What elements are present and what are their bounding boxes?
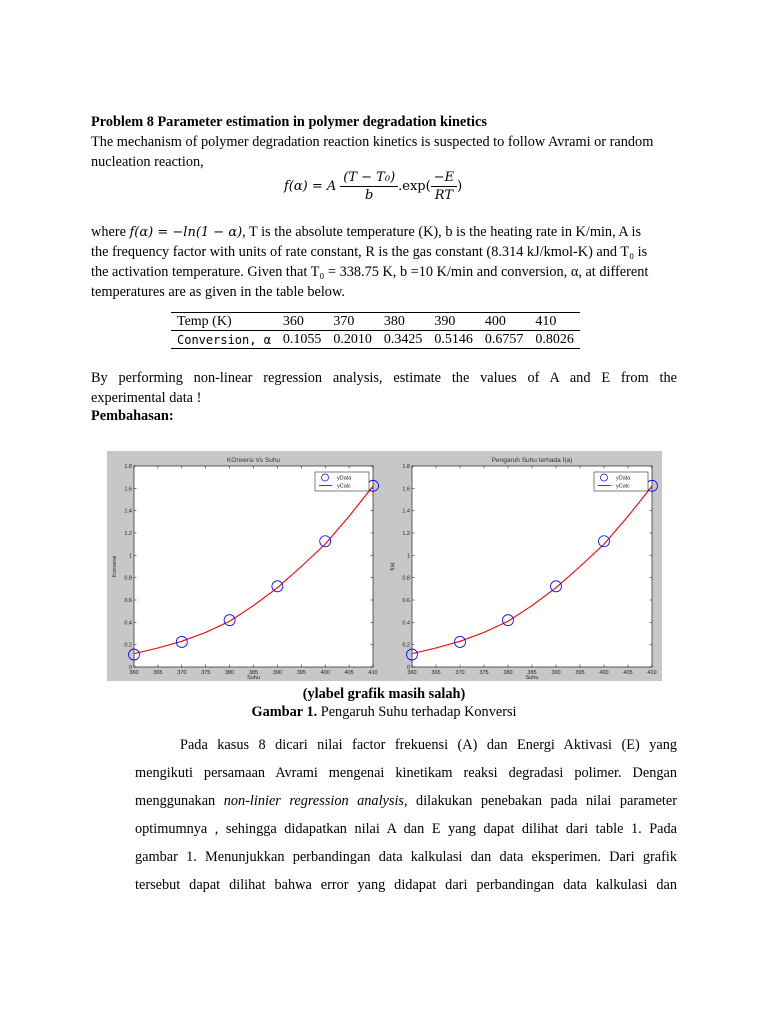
x-tick-label: 370 xyxy=(455,670,465,676)
figure-note: (ylabel grafik masih salah) xyxy=(302,686,466,702)
y-tick-label: 0.2 xyxy=(124,642,132,649)
where-prefix: where xyxy=(91,224,130,240)
legend-ydata-label: yData xyxy=(337,475,352,482)
formula-exp: .exp( xyxy=(398,178,431,194)
formula-lhs: f(α) = A xyxy=(284,178,337,194)
plot-area xyxy=(412,466,652,667)
chart-pengaruh-suhu xyxy=(385,451,662,681)
y-tick-label: 1 xyxy=(128,553,132,560)
discussion-line-6: tersebut dapat dilihat bahwa error yang didapat dari perbandingan data kalkulasi dan xyxy=(135,877,677,893)
pembahasan-heading: Pembahasan: xyxy=(91,408,174,424)
discussion-line-3-suffix: , dilakukan penebakan pada nilai parameter xyxy=(404,793,677,809)
y-tick-label: 1.6 xyxy=(402,486,410,493)
discussion-line-2: mengikuti persamaan Avrami mengenai kinetikam reaksi degradasi polimer. Dengan xyxy=(135,765,677,781)
y-tick-label: 0.6 xyxy=(402,598,410,604)
x-tick-label: 385 xyxy=(527,670,537,676)
table-cell: 410 xyxy=(529,313,580,331)
table-row xyxy=(171,331,580,349)
y-tick-label: 0.2 xyxy=(402,642,410,649)
y-axis-label: Konversi xyxy=(112,555,118,578)
table-cell: 0.5146 xyxy=(428,331,479,349)
x-tick-label: 410 xyxy=(368,670,378,676)
formula-fraction xyxy=(340,169,398,204)
table-cell: 390 xyxy=(428,313,479,331)
intro-line-1: The mechanism of polymer degradation reaction kinetics is suspected to follow Avrami or random xyxy=(91,134,654,150)
discussion-line-3 xyxy=(135,787,677,815)
y-axis-label: f(a) xyxy=(390,562,396,571)
x-axis-label: Suhu xyxy=(247,675,260,681)
discussion-line-1: Pada kasus 8 dicari nilai factor frekuensi (A) dan Energi Aktivasi (E) yang xyxy=(180,737,677,753)
intro-line-2: nucleation reaction, xyxy=(91,154,204,170)
figure-panel xyxy=(107,451,662,681)
x-tick-label: 400 xyxy=(599,670,609,676)
table-cell: 0.3425 xyxy=(378,331,429,349)
figure-caption-label: Gambar 1. xyxy=(251,704,318,720)
y-tick-label: 0 xyxy=(128,665,132,671)
discussion-line-4: optimumnya , sehingga didapatkan nilai A dan E yang dapat dilihat dari table 1. Pada xyxy=(135,821,677,837)
y-tick-label: 1.6 xyxy=(124,486,132,493)
task-line-2: experimental data ! xyxy=(91,390,202,406)
table-cell: 0.1055 xyxy=(277,331,328,349)
y-tick-label: 1.4 xyxy=(124,508,132,515)
where-line-1 xyxy=(91,222,641,243)
x-tick-label: 410 xyxy=(647,670,657,676)
where-line-2: the frequency factor with units of rate constant, R is the gas constant (8.314 kJ/kmol-K) and T₀ is xyxy=(91,244,648,260)
legend-ycalc-label: yCalc xyxy=(616,483,630,490)
x-tick-label: 360 xyxy=(129,670,139,676)
y-tick-label: 1.2 xyxy=(124,531,132,537)
table-cell: 400 xyxy=(479,313,530,331)
task-line-1: By performing non-linear regression analysis, estimate the values of A and E from the xyxy=(91,370,677,386)
x-tick-label: 375 xyxy=(201,670,211,676)
discussion-italic-term: non-linier regression analysis xyxy=(223,793,404,809)
legend-ycalc-label: yCalc xyxy=(337,483,351,490)
avrami-formula xyxy=(284,166,462,206)
x-tick-label: 395 xyxy=(296,670,306,676)
formula-exp-fraction xyxy=(431,169,457,204)
y-tick-label: 0.8 xyxy=(124,575,132,582)
table-cell: 0.6757 xyxy=(479,331,530,349)
x-tick-label: 390 xyxy=(272,670,282,676)
y-tick-label: 1.2 xyxy=(402,531,410,537)
x-tick-label: 370 xyxy=(177,670,187,676)
x-tick-label: 365 xyxy=(153,670,163,676)
y-tick-label: 0.4 xyxy=(124,620,132,627)
y-tick-label: 1 xyxy=(406,553,410,560)
y-tick-label: 1.8 xyxy=(402,464,410,470)
x-axis-label: Suhu xyxy=(525,675,539,681)
formula-numerator: (T − T₀) xyxy=(340,169,398,187)
table-cell: 0.2010 xyxy=(327,331,378,349)
legend-ydata-label: yData xyxy=(616,475,631,482)
figure-caption xyxy=(0,702,768,722)
plot-area xyxy=(134,466,373,667)
x-tick-label: 365 xyxy=(431,670,441,676)
table-cell: 380 xyxy=(378,313,429,331)
formula-denominator: b xyxy=(365,187,374,203)
y-tick-label: 0 xyxy=(406,665,410,671)
table-header-label: Temp (K) xyxy=(171,313,277,331)
chart-title: Pengaruh Suhu terhada f(a) xyxy=(491,457,573,464)
x-tick-label: 375 xyxy=(479,670,489,676)
table-header-row xyxy=(171,313,580,331)
table-cell: 360 xyxy=(277,313,328,331)
figure-caption-text: Pengaruh Suhu terhadap Konversi xyxy=(317,704,517,720)
y-tick-label: 0.4 xyxy=(402,620,410,627)
table-row-label: Conversion, α xyxy=(171,331,277,349)
x-tick-label: 380 xyxy=(503,670,513,676)
where-line-4: temperatures are as given in the table below. xyxy=(91,284,345,300)
discussion-line-3-prefix: menggunakan xyxy=(135,793,224,809)
where-suffix: , T is the absolute temperature (K), b is the heating rate in K/min, A is xyxy=(242,224,642,240)
formula-exp-denominator: RT xyxy=(434,187,454,203)
chart-konversi-vs-suhu xyxy=(107,451,383,681)
x-tick-label: 360 xyxy=(407,670,417,676)
y-tick-label: 1.8 xyxy=(124,464,132,470)
problem-heading: Problem 8 Parameter estimation in polymer degradation kinetics xyxy=(91,114,487,130)
table-cell: 370 xyxy=(327,313,378,331)
x-tick-label: 390 xyxy=(551,670,561,676)
formula-close: ) xyxy=(457,178,463,194)
x-tick-label: 380 xyxy=(225,670,235,676)
formula-exp-numerator: −E xyxy=(431,169,457,187)
x-tick-label: 405 xyxy=(344,670,354,676)
y-tick-label: 0.8 xyxy=(402,575,410,582)
discussion-line-5: gambar 1. Menunjukkan perbandingan data kalkulasi dan data eksperimen. Dari grafik xyxy=(135,849,677,865)
conversion-table xyxy=(171,312,580,349)
x-tick-label: 385 xyxy=(248,670,259,676)
x-tick-label: 400 xyxy=(320,670,330,676)
where-line-3: the activation temperature. Given that T₀ = 338.75 K, b =10 K/min and conversion, α, at different xyxy=(91,264,649,280)
y-tick-label: 1.4 xyxy=(402,508,410,515)
where-formula: f(α) = −ln(1 − α) xyxy=(129,225,243,240)
y-tick-label: 0.6 xyxy=(124,598,132,604)
x-tick-label: 405 xyxy=(623,670,633,676)
x-tick-label: 395 xyxy=(575,670,585,676)
chart-title: KOnversi Vs Suhu xyxy=(226,457,281,464)
table-cell: 0.8026 xyxy=(529,331,580,349)
